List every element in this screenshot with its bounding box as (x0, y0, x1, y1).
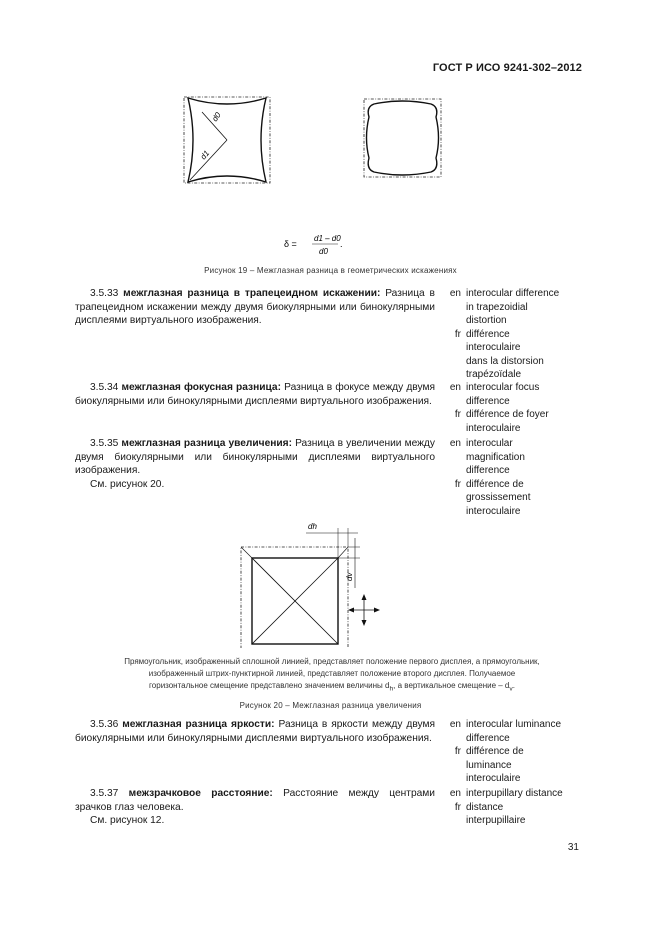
term-3-5-37-translations: en interpupillary distance fr distance interpupillaire (449, 788, 563, 826)
figure-reference: См. рисунок 12. (90, 815, 165, 826)
figure20-note: Прямоугольник, изображенный сплошной линией, представляет положение первого дисплея, а прямоугольник, изображенный штрих-пунктирной линией, представляет положение второго дисплея. Получаемое горизонтальное смещение представлено значением величины $d_h$, а вертикальное смещение – $d_v$. (124, 657, 540, 693)
figure20-caption: Рисунок 20 – Межглазная разница увеличения (239, 701, 422, 710)
formula-denominator: d0 (319, 247, 328, 256)
term-3-5-37: 3.5.37 межзрачковое расстояние: Расстояние между центрами зрачков глаз человека. См. рисунок 12. (75, 788, 435, 826)
figure19-barrel-diagram (362, 97, 444, 181)
distorted-shape (367, 101, 439, 175)
formula-delta (268, 230, 388, 262)
reference-square (364, 99, 441, 177)
formula-numerator: d1 – d0 (314, 234, 341, 243)
figure19-pincushion-diagram (180, 92, 280, 192)
figure-reference: См. рисунок 20. (90, 478, 165, 490)
label-d1: d1 (198, 148, 212, 162)
term-3-5-34-translations: en interocular focus difference fr différence de foyer interoculaire (449, 382, 549, 434)
term-3-5-36: 3.5.36 межглазная разница яркости: Разница в яркости между двумя биокулярными или бинокулярными дисплеями виртуального изображения. (75, 719, 436, 744)
figure20-diagram (236, 518, 386, 648)
label-dv: dv (345, 572, 354, 581)
figure19-caption: Рисунок 19 – Межглазная разница в геометрических искажениях (204, 266, 457, 275)
term-3-5-36-translations: en interocular luminance difference fr différence de luminance interoculaire (449, 719, 562, 784)
term-3-5-33 (75, 287, 435, 328)
label-d0: d0 (210, 110, 223, 124)
lang-code-fr: fr (454, 328, 461, 340)
direction-arrows-icon (348, 594, 380, 626)
term-number: 3.5.33 (90, 288, 119, 299)
formula-symbol: δ = (284, 239, 297, 249)
term-3-5-33-translations: en interocular difference in trapezoidial distortion fr différence interoculaire dans la distorsion trapézoïdale (444, 287, 584, 382)
label-dh: dh (308, 522, 317, 531)
term-3-5-35: 3.5.35 межглазная разница увеличения: Разница в увеличении между двумя биокулярными или бинокулярными дисплеями виртуального изображения. См. рисунок 20. (75, 438, 435, 490)
term-title: межглазная разница в трапецеидном искажении: (123, 288, 381, 299)
term-3-5-35-translations: en interocular magnification difference fr différence de grossissement interoculaire (449, 438, 531, 517)
page-number: 31 (567, 842, 579, 853)
second-display-rect (241, 547, 348, 648)
d1-line (190, 140, 227, 180)
standard-header: ГОСТ Р ИСО 9241-302–2012 (432, 62, 582, 74)
formula-tail: . (340, 239, 343, 249)
term-definition: Разница в трапецеидном искажении между двумя биокулярными или бинокулярными дисплеями виртуального изображения. (75, 288, 435, 326)
lang-code-en: en (449, 288, 461, 299)
term-3-5-34: 3.5.34 межглазная фокусная разница: Разница в фокусе между двумя биокулярными или бинокулярными дисплеями виртуального изображения. (75, 382, 435, 407)
